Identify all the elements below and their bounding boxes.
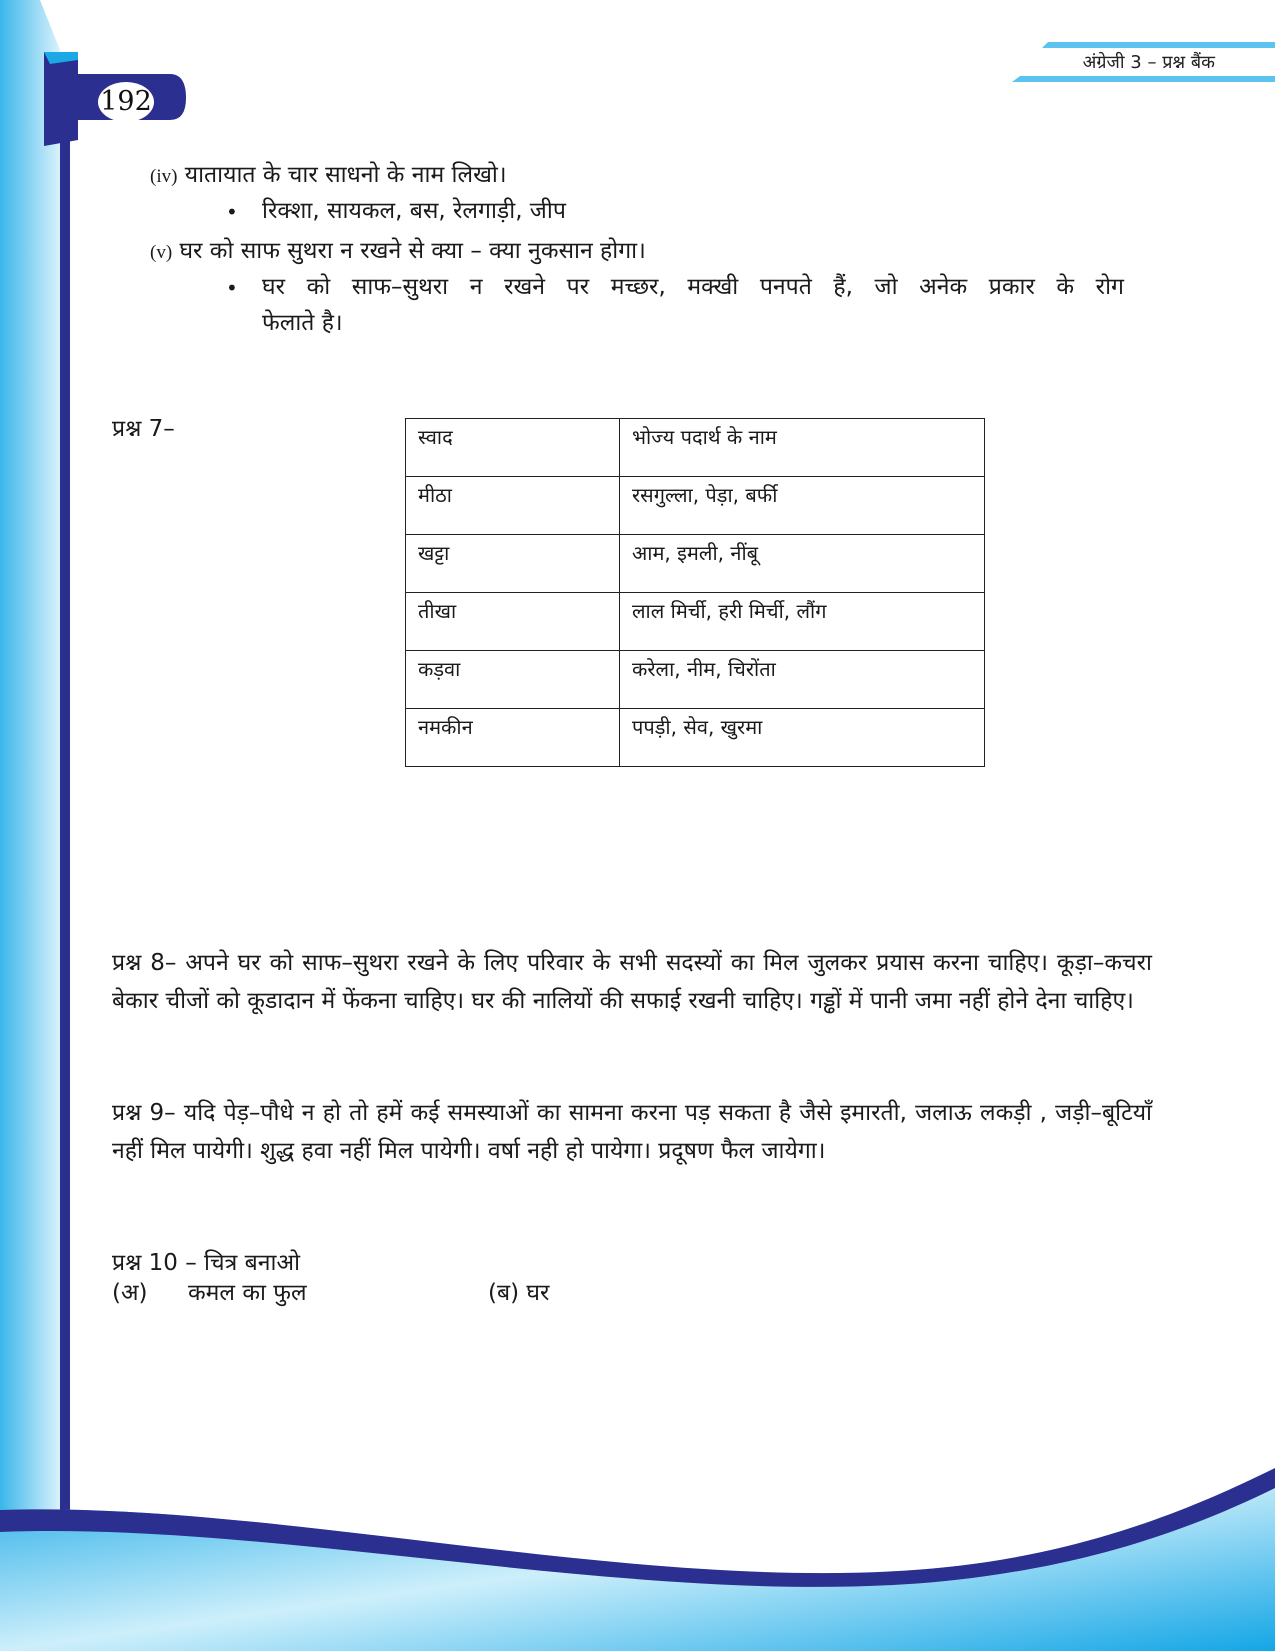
question-iv-marker: (iv) bbox=[150, 166, 178, 187]
taste-food-table bbox=[405, 418, 985, 767]
table-row bbox=[406, 477, 985, 535]
question-9-paragraph: प्रश्न 9– यदि पेड़–पौधे न हो तो हमें कई समस्याओं का सामना करना पड़ सकता है जैसे इमारती, जलाऊ लकड़ी , जड़ी–बूटियाँ नहीं मिल पायेगी। शुद्ध हवा नहीं मिल पायेगी। वर्षा नही हो पायेगा। प्रदूषण फैल जायेगा। bbox=[112, 1100, 1152, 1164]
answer-v-line1: घर को साफ–सुथरा न रखने पर मच्छर, मक्खी पनपते हैं, जो अनेक प्रकार के रोग bbox=[262, 274, 1124, 300]
left-margin-band bbox=[0, 0, 60, 1651]
table-cell: पपड़ी, सेव, खुरमा bbox=[620, 709, 985, 767]
question-iv-text: यातायात के चार साधनो के नाम लिखो। bbox=[184, 162, 507, 188]
table-cell: नमकीन bbox=[406, 709, 620, 767]
question-10-b-marker: (ब) bbox=[488, 1280, 520, 1306]
question-10-b-text: घर bbox=[526, 1280, 550, 1306]
question-7-label: प्रश्न 7– bbox=[112, 416, 175, 442]
bullet-icon: • bbox=[226, 200, 238, 224]
table-header-cell: स्वाद bbox=[406, 419, 620, 477]
answer-v-line2: फेलाते है। bbox=[262, 310, 343, 336]
question-10-a-marker: (अ) bbox=[112, 1280, 148, 1306]
table-row bbox=[406, 593, 985, 651]
left-margin-rule bbox=[60, 55, 70, 1555]
table-header-cell: भोज्य पदार्थ के नाम bbox=[620, 419, 985, 477]
table-cell: कड़वा bbox=[406, 651, 620, 709]
header-stripe-upper bbox=[1042, 42, 1275, 48]
answer-iv: रिक्शा, सायकल, बस, रेलगाड़ी, जीप bbox=[262, 198, 566, 224]
table-cell: खट्टा bbox=[406, 535, 620, 593]
table-cell: लाल मिर्ची, हरी मिर्ची, लौंग bbox=[620, 593, 985, 651]
table-row bbox=[406, 709, 985, 767]
bullet-icon: • bbox=[226, 276, 238, 300]
question-v-marker: (v) bbox=[150, 242, 173, 263]
question-iv bbox=[150, 160, 507, 192]
question-8-paragraph: प्रश्न 8– अपने घर को साफ–सुथरा रखने के लिए परिवार के सभी सदस्यों का मिल जुलकर प्रयास करना चाहिए। कूड़ा–कचरा बेकार चीजों को कूडादान में फेंकना चाहिए। घर की नालियों की सफाई रखनी चाहिए। गड्ढों में पानी जमा नहीं होने देना चाहिए। bbox=[112, 950, 1152, 1014]
running-header: अंग्रेजी 3 – प्रश्न बैंक bbox=[1082, 52, 1215, 73]
table-cell: करेला, नीम, चिरोंता bbox=[620, 651, 985, 709]
header-stripe-lower bbox=[1012, 76, 1275, 82]
question-10-b bbox=[488, 1278, 549, 1308]
table-cell: तीखा bbox=[406, 593, 620, 651]
table-row bbox=[406, 535, 985, 593]
table-cell: मीठा bbox=[406, 477, 620, 535]
question-v-text: घर को साफ सुथरा न रखने से क्या – क्या नुकसान होगा। bbox=[179, 238, 646, 264]
question-v bbox=[150, 236, 646, 268]
table-cell: आम, इमली, नींबू bbox=[620, 535, 985, 593]
table-header-row bbox=[406, 419, 985, 477]
table-cell: रसगुल्ला, पेड़ा, बर्फी bbox=[620, 477, 985, 535]
page-number: 192 bbox=[100, 86, 152, 117]
question-10-title: प्रश्न 10 – चित्र बनाओ bbox=[112, 1250, 301, 1276]
question-10-a-text: कमल का फुल bbox=[188, 1280, 307, 1306]
footer-wave bbox=[0, 1468, 1275, 1651]
table-row bbox=[406, 651, 985, 709]
